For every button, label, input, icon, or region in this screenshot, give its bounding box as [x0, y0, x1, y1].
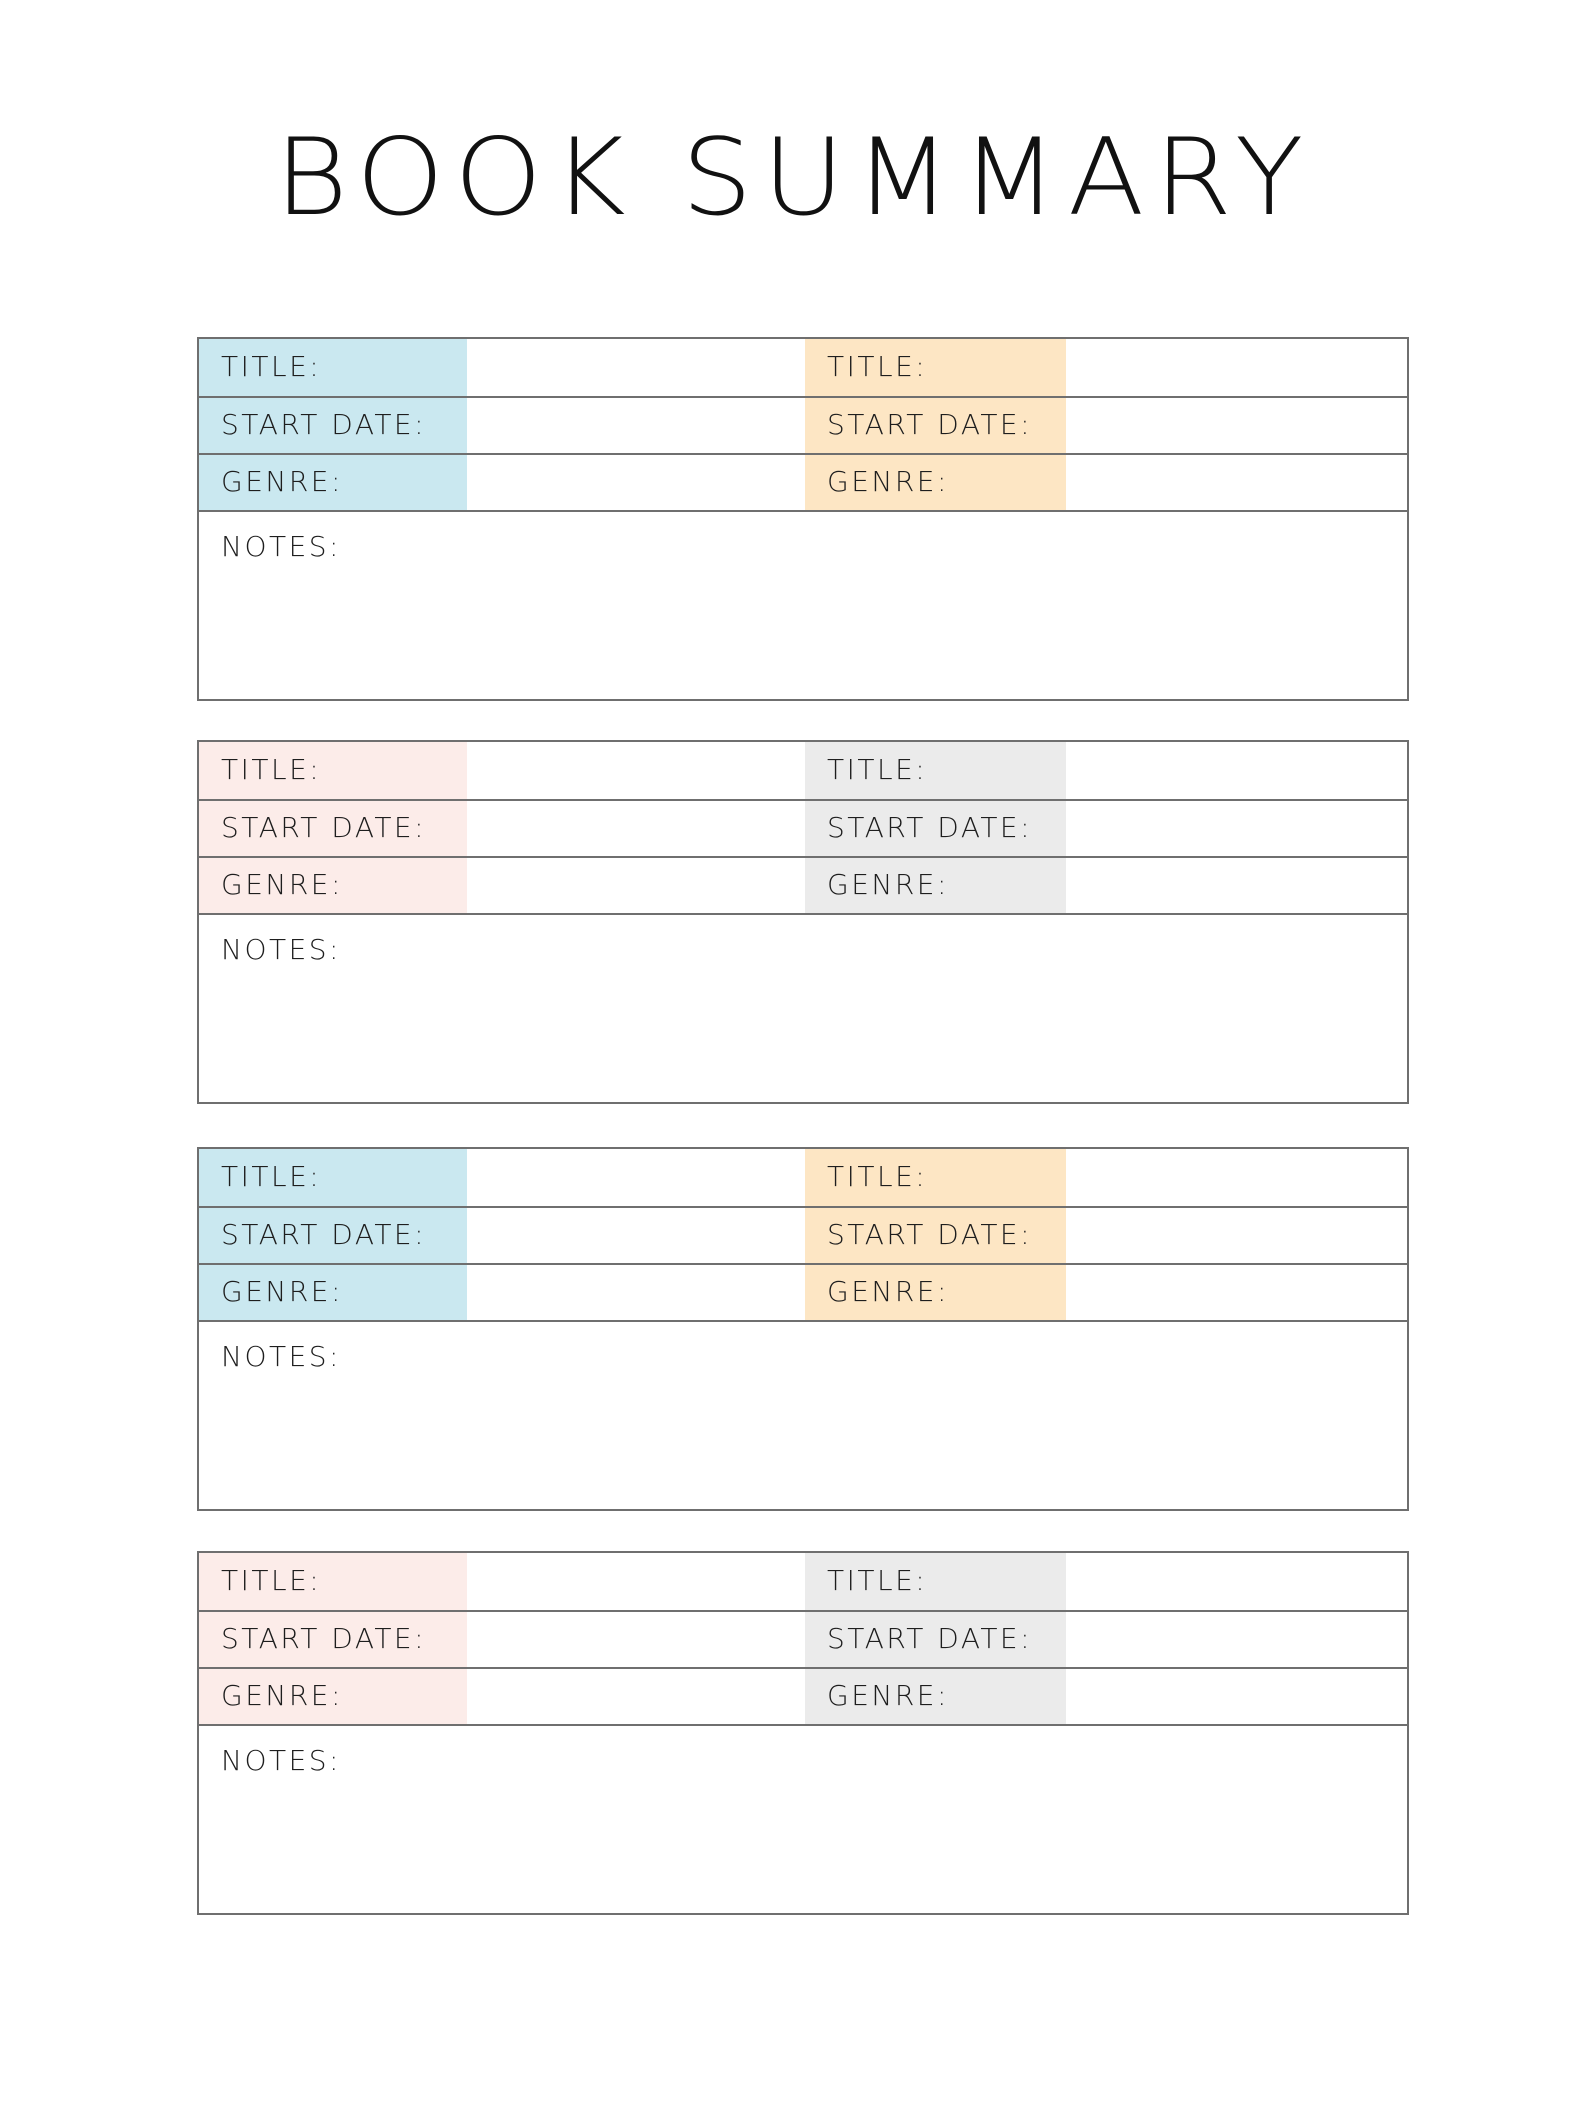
- notes-area: [199, 1320, 1407, 1509]
- left-title-field-label: TITLE:: [221, 752, 322, 786]
- left-title-field-label: TITLE:: [221, 1563, 322, 1597]
- page-title: BOOK SUMMARY: [274, 116, 1314, 240]
- notes-area: [199, 510, 1407, 699]
- start-date-field-row: [199, 799, 1407, 856]
- right-start-date-field-label: START DATE:: [827, 1217, 1033, 1251]
- left-genre-field-label: GENRE:: [221, 867, 343, 901]
- right-start-date-field-label: START DATE:: [827, 1621, 1033, 1655]
- book-entry-block: [197, 337, 1409, 701]
- right-start-date-field-label: START DATE:: [827, 810, 1033, 844]
- book-entry-block: [197, 740, 1409, 1104]
- notes-area: [199, 1724, 1407, 1913]
- right-genre-field-label: GENRE:: [827, 867, 949, 901]
- genre-field-row: [199, 1263, 1407, 1320]
- left-genre-field-label: GENRE:: [221, 464, 343, 498]
- left-genre-field-label: GENRE:: [221, 1274, 343, 1308]
- title-field-row: [199, 742, 1407, 799]
- left-title-field-label: TITLE:: [221, 1159, 322, 1193]
- book-entry-block: [197, 1551, 1409, 1915]
- right-start-date-field-label: START DATE:: [827, 407, 1033, 441]
- right-genre-field-label: GENRE:: [827, 1274, 949, 1308]
- left-genre-field-label: GENRE:: [221, 1678, 343, 1712]
- right-title-field-label: TITLE:: [827, 1159, 928, 1193]
- right-genre-field-label: GENRE:: [827, 464, 949, 498]
- notes-area: [199, 913, 1407, 1102]
- right-genre-field-label: GENRE:: [827, 1678, 949, 1712]
- book-entry-block: [197, 1147, 1409, 1511]
- right-title-field-label: TITLE:: [827, 349, 928, 383]
- left-start-date-field-label: START DATE:: [221, 810, 427, 844]
- genre-field-row: [199, 856, 1407, 913]
- notes-label: NOTES:: [221, 1340, 341, 1373]
- left-start-date-field-label: START DATE:: [221, 1621, 427, 1655]
- left-start-date-field-label: START DATE:: [221, 1217, 427, 1251]
- left-title-field-label: TITLE:: [221, 349, 322, 383]
- notes-label: NOTES:: [221, 530, 341, 563]
- left-start-date-field-label: START DATE:: [221, 407, 427, 441]
- title-field-row: [199, 1149, 1407, 1206]
- start-date-field-row: [199, 1206, 1407, 1263]
- genre-field-row: [199, 1667, 1407, 1724]
- title-field-row: [199, 1553, 1407, 1610]
- start-date-field-row: [199, 1610, 1407, 1667]
- right-title-field-label: TITLE:: [827, 752, 928, 786]
- notes-label: NOTES:: [221, 933, 341, 966]
- genre-field-row: [199, 453, 1407, 510]
- title-field-row: [199, 339, 1407, 396]
- start-date-field-row: [199, 396, 1407, 453]
- notes-label: NOTES:: [221, 1744, 341, 1777]
- right-title-field-label: TITLE:: [827, 1563, 928, 1597]
